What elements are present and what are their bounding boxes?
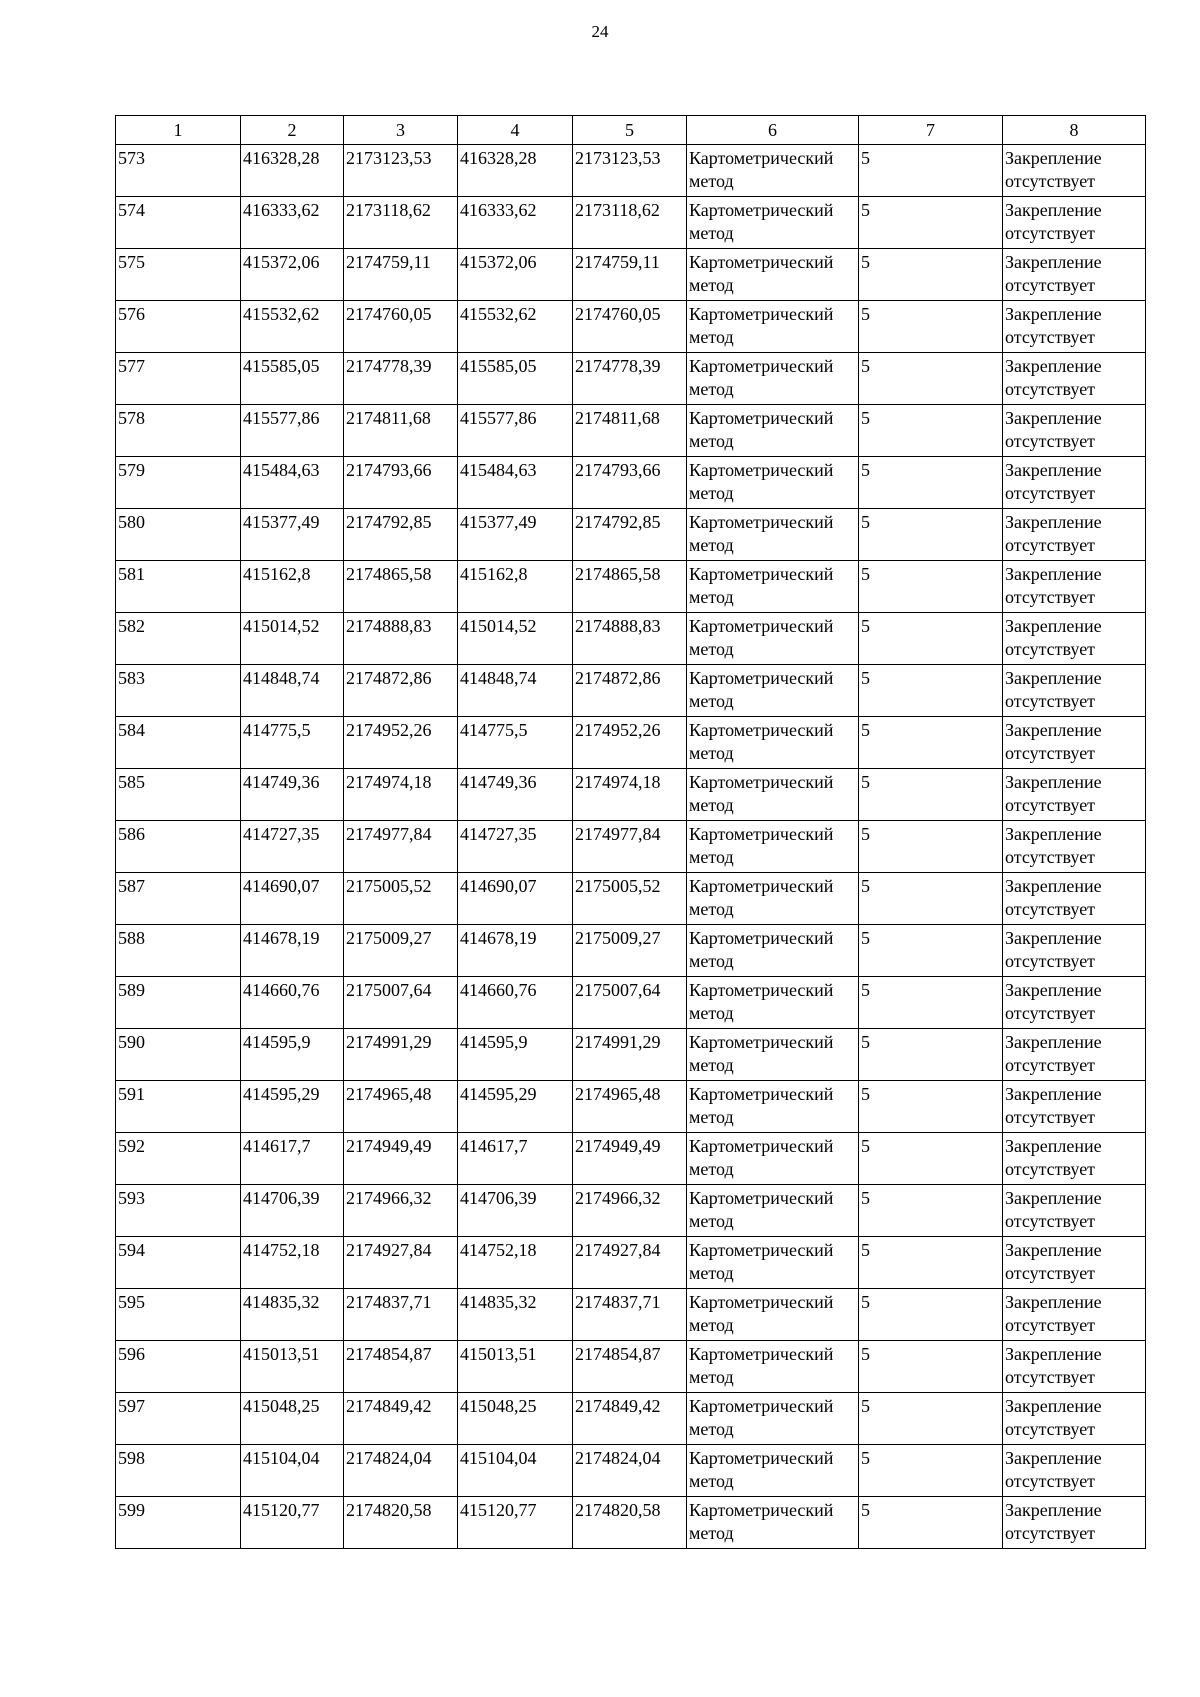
point-number-cell: 594 [116, 1237, 241, 1289]
x-new-cell: 415013,51 [458, 1341, 573, 1393]
fixing-description-cell: Закрепление отсутствует [1003, 717, 1146, 769]
y-new-cell: 2174888,83 [573, 613, 687, 665]
accuracy-cell: 5 [859, 665, 1003, 717]
x-new-cell: 415577,86 [458, 405, 573, 457]
y-old-cell: 2174966,32 [344, 1185, 458, 1237]
y-new-cell: 2174849,42 [573, 1393, 687, 1445]
table-row [116, 1185, 1146, 1237]
y-old-cell: 2174854,87 [344, 1341, 458, 1393]
y-old-cell: 2174872,86 [344, 665, 458, 717]
accuracy-cell: 5 [859, 717, 1003, 769]
accuracy-cell: 5 [859, 873, 1003, 925]
method-cell: Картометрический метод [687, 561, 859, 613]
table-row [116, 1133, 1146, 1185]
y-old-cell: 2174927,84 [344, 1237, 458, 1289]
y-new-cell: 2174854,87 [573, 1341, 687, 1393]
table-row [116, 457, 1146, 509]
x-old-cell: 414749,36 [241, 769, 344, 821]
y-old-cell: 2174778,39 [344, 353, 458, 405]
x-new-cell: 415377,49 [458, 509, 573, 561]
y-old-cell: 2174837,71 [344, 1289, 458, 1341]
method-cell: Картометрический метод [687, 977, 859, 1029]
fixing-description-cell: Закрепление отсутствует [1003, 145, 1146, 197]
fixing-description-cell: Закрепление отсутствует [1003, 821, 1146, 873]
table-row [116, 249, 1146, 301]
fixing-description-cell: Закрепление отсутствует [1003, 457, 1146, 509]
point-number-cell: 595 [116, 1289, 241, 1341]
method-cell: Картометрический метод [687, 405, 859, 457]
y-new-cell: 2174974,18 [573, 769, 687, 821]
accuracy-cell: 5 [859, 1341, 1003, 1393]
y-old-cell: 2173123,53 [344, 145, 458, 197]
fixing-description-cell: Закрепление отсутствует [1003, 1029, 1146, 1081]
x-old-cell: 416328,28 [241, 145, 344, 197]
point-number-cell: 599 [116, 1497, 241, 1549]
x-new-cell: 415104,04 [458, 1445, 573, 1497]
x-new-cell: 415372,06 [458, 249, 573, 301]
x-old-cell: 414727,35 [241, 821, 344, 873]
x-new-cell: 414595,9 [458, 1029, 573, 1081]
method-cell: Картометрический метод [687, 873, 859, 925]
method-cell: Картометрический метод [687, 1081, 859, 1133]
point-number-cell: 579 [116, 457, 241, 509]
table-row [116, 873, 1146, 925]
page-number: 24 [591, 22, 609, 41]
table-row [116, 821, 1146, 873]
fixing-description-cell: Закрепление отсутствует [1003, 1497, 1146, 1549]
accuracy-cell: 5 [859, 1393, 1003, 1445]
y-old-cell: 2174793,66 [344, 457, 458, 509]
y-old-cell: 2174974,18 [344, 769, 458, 821]
point-number-cell: 581 [116, 561, 241, 613]
y-old-cell: 2174820,58 [344, 1497, 458, 1549]
x-new-cell: 414678,19 [458, 925, 573, 977]
x-old-cell: 415532,62 [241, 301, 344, 353]
y-old-cell: 2175009,27 [344, 925, 458, 977]
point-number-cell: 597 [116, 1393, 241, 1445]
point-number-cell: 589 [116, 977, 241, 1029]
x-old-cell: 415162,8 [241, 561, 344, 613]
point-number-cell: 573 [116, 145, 241, 197]
table-row [116, 613, 1146, 665]
y-new-cell: 2174837,71 [573, 1289, 687, 1341]
x-new-cell: 414749,36 [458, 769, 573, 821]
x-old-cell: 414775,5 [241, 717, 344, 769]
x-old-cell: 414848,74 [241, 665, 344, 717]
table-row [116, 197, 1146, 249]
y-old-cell: 2174949,49 [344, 1133, 458, 1185]
table-row [116, 925, 1146, 977]
column-header: 8 [1003, 116, 1146, 145]
fixing-description-cell: Закрепление отсутствует [1003, 977, 1146, 1029]
x-new-cell: 414775,5 [458, 717, 573, 769]
column-header: 4 [458, 116, 573, 145]
x-old-cell: 415484,63 [241, 457, 344, 509]
table-header-row [116, 116, 1146, 145]
method-cell: Картометрический метод [687, 1185, 859, 1237]
x-new-cell: 415120,77 [458, 1497, 573, 1549]
table-row [116, 1341, 1146, 1393]
accuracy-cell: 5 [859, 1237, 1003, 1289]
point-number-cell: 585 [116, 769, 241, 821]
point-number-cell: 574 [116, 197, 241, 249]
table-body [116, 145, 1146, 1549]
x-new-cell: 414835,32 [458, 1289, 573, 1341]
fixing-description-cell: Закрепление отсутствует [1003, 665, 1146, 717]
method-cell: Картометрический метод [687, 301, 859, 353]
x-old-cell: 414595,9 [241, 1029, 344, 1081]
y-old-cell: 2174824,04 [344, 1445, 458, 1497]
table-row [116, 769, 1146, 821]
column-header: 5 [573, 116, 687, 145]
table-row [116, 1393, 1146, 1445]
method-cell: Картометрический метод [687, 1133, 859, 1185]
y-old-cell: 2175007,64 [344, 977, 458, 1029]
y-new-cell: 2174778,39 [573, 353, 687, 405]
accuracy-cell: 5 [859, 1497, 1003, 1549]
fixing-description-cell: Закрепление отсутствует [1003, 1185, 1146, 1237]
method-cell: Картометрический метод [687, 197, 859, 249]
x-old-cell: 415372,06 [241, 249, 344, 301]
method-cell: Картометрический метод [687, 145, 859, 197]
y-new-cell: 2174824,04 [573, 1445, 687, 1497]
accuracy-cell: 5 [859, 1289, 1003, 1341]
x-new-cell: 415585,05 [458, 353, 573, 405]
fixing-description-cell: Закрепление отсутствует [1003, 509, 1146, 561]
method-cell: Картометрический метод [687, 353, 859, 405]
x-new-cell: 414660,76 [458, 977, 573, 1029]
y-old-cell: 2174760,05 [344, 301, 458, 353]
table-row [116, 977, 1146, 1029]
fixing-description-cell: Закрепление отсутствует [1003, 1393, 1146, 1445]
column-header: 6 [687, 116, 859, 145]
fixing-description-cell: Закрепление отсутствует [1003, 301, 1146, 353]
table-row [116, 561, 1146, 613]
method-cell: Картометрический метод [687, 717, 859, 769]
point-number-cell: 584 [116, 717, 241, 769]
x-new-cell: 415014,52 [458, 613, 573, 665]
x-new-cell: 414706,39 [458, 1185, 573, 1237]
accuracy-cell: 5 [859, 353, 1003, 405]
column-header: 3 [344, 116, 458, 145]
table-row [116, 1445, 1146, 1497]
point-number-cell: 586 [116, 821, 241, 873]
accuracy-cell: 5 [859, 977, 1003, 1029]
y-old-cell: 2173118,62 [344, 197, 458, 249]
point-number-cell: 592 [116, 1133, 241, 1185]
table-row [116, 1237, 1146, 1289]
table-row [116, 509, 1146, 561]
column-header: 1 [116, 116, 241, 145]
method-cell: Картометрический метод [687, 1029, 859, 1081]
y-new-cell: 2174949,49 [573, 1133, 687, 1185]
x-new-cell: 416333,62 [458, 197, 573, 249]
x-old-cell: 415377,49 [241, 509, 344, 561]
y-old-cell: 2175005,52 [344, 873, 458, 925]
accuracy-cell: 5 [859, 1081, 1003, 1133]
x-old-cell: 415048,25 [241, 1393, 344, 1445]
x-new-cell: 414595,29 [458, 1081, 573, 1133]
point-number-cell: 582 [116, 613, 241, 665]
fixing-description-cell: Закрепление отсутствует [1003, 873, 1146, 925]
coordinates-table [115, 115, 1146, 1549]
accuracy-cell: 5 [859, 561, 1003, 613]
y-new-cell: 2174865,58 [573, 561, 687, 613]
accuracy-cell: 5 [859, 197, 1003, 249]
accuracy-cell: 5 [859, 1029, 1003, 1081]
y-old-cell: 2174952,26 [344, 717, 458, 769]
x-old-cell: 414752,18 [241, 1237, 344, 1289]
x-old-cell: 416333,62 [241, 197, 344, 249]
x-new-cell: 414727,35 [458, 821, 573, 873]
y-new-cell: 2175007,64 [573, 977, 687, 1029]
y-old-cell: 2174811,68 [344, 405, 458, 457]
x-old-cell: 415120,77 [241, 1497, 344, 1549]
table-row [116, 717, 1146, 769]
column-header: 2 [241, 116, 344, 145]
x-old-cell: 415585,05 [241, 353, 344, 405]
point-number-cell: 587 [116, 873, 241, 925]
y-new-cell: 2174793,66 [573, 457, 687, 509]
x-old-cell: 414690,07 [241, 873, 344, 925]
method-cell: Картометрический метод [687, 1445, 859, 1497]
x-old-cell: 415104,04 [241, 1445, 344, 1497]
x-old-cell: 415577,86 [241, 405, 344, 457]
point-number-cell: 583 [116, 665, 241, 717]
table-row [116, 145, 1146, 197]
y-old-cell: 2174865,58 [344, 561, 458, 613]
table-row [116, 301, 1146, 353]
y-old-cell: 2174977,84 [344, 821, 458, 873]
fixing-description-cell: Закрепление отсутствует [1003, 249, 1146, 301]
y-old-cell: 2174792,85 [344, 509, 458, 561]
point-number-cell: 580 [116, 509, 241, 561]
y-new-cell: 2175005,52 [573, 873, 687, 925]
table-row [116, 1029, 1146, 1081]
y-new-cell: 2174991,29 [573, 1029, 687, 1081]
y-new-cell: 2174966,32 [573, 1185, 687, 1237]
method-cell: Картометрический метод [687, 249, 859, 301]
y-new-cell: 2174927,84 [573, 1237, 687, 1289]
table-row [116, 1289, 1146, 1341]
accuracy-cell: 5 [859, 1185, 1003, 1237]
x-new-cell: 414690,07 [458, 873, 573, 925]
fixing-description-cell: Закрепление отсутствует [1003, 1341, 1146, 1393]
method-cell: Картометрический метод [687, 1289, 859, 1341]
fixing-description-cell: Закрепление отсутствует [1003, 405, 1146, 457]
y-old-cell: 2174991,29 [344, 1029, 458, 1081]
accuracy-cell: 5 [859, 925, 1003, 977]
y-old-cell: 2174759,11 [344, 249, 458, 301]
y-new-cell: 2174872,86 [573, 665, 687, 717]
y-old-cell: 2174849,42 [344, 1393, 458, 1445]
method-cell: Картометрический метод [687, 665, 859, 717]
fixing-description-cell: Закрепление отсутствует [1003, 925, 1146, 977]
table-row [116, 353, 1146, 405]
accuracy-cell: 5 [859, 301, 1003, 353]
y-new-cell: 2174965,48 [573, 1081, 687, 1133]
y-new-cell: 2174952,26 [573, 717, 687, 769]
accuracy-cell: 5 [859, 405, 1003, 457]
y-old-cell: 2174888,83 [344, 613, 458, 665]
x-old-cell: 414595,29 [241, 1081, 344, 1133]
accuracy-cell: 5 [859, 1445, 1003, 1497]
fixing-description-cell: Закрепление отсутствует [1003, 353, 1146, 405]
y-new-cell: 2174759,11 [573, 249, 687, 301]
x-new-cell: 415162,8 [458, 561, 573, 613]
accuracy-cell: 5 [859, 249, 1003, 301]
fixing-description-cell: Закрепление отсутствует [1003, 1237, 1146, 1289]
point-number-cell: 591 [116, 1081, 241, 1133]
x-new-cell: 414752,18 [458, 1237, 573, 1289]
method-cell: Картометрический метод [687, 1341, 859, 1393]
column-header: 7 [859, 116, 1003, 145]
point-number-cell: 588 [116, 925, 241, 977]
point-number-cell: 596 [116, 1341, 241, 1393]
x-old-cell: 414706,39 [241, 1185, 344, 1237]
point-number-cell: 598 [116, 1445, 241, 1497]
x-old-cell: 414617,7 [241, 1133, 344, 1185]
y-new-cell: 2175009,27 [573, 925, 687, 977]
method-cell: Картометрический метод [687, 821, 859, 873]
y-new-cell: 2174792,85 [573, 509, 687, 561]
x-old-cell: 414660,76 [241, 977, 344, 1029]
point-number-cell: 578 [116, 405, 241, 457]
x-new-cell: 414848,74 [458, 665, 573, 717]
method-cell: Картометрический метод [687, 1497, 859, 1549]
method-cell: Картометрический метод [687, 509, 859, 561]
table-row [116, 665, 1146, 717]
y-new-cell: 2173118,62 [573, 197, 687, 249]
method-cell: Картометрический метод [687, 925, 859, 977]
x-old-cell: 415013,51 [241, 1341, 344, 1393]
fixing-description-cell: Закрепление отсутствует [1003, 613, 1146, 665]
fixing-description-cell: Закрепление отсутствует [1003, 197, 1146, 249]
accuracy-cell: 5 [859, 613, 1003, 665]
x-new-cell: 416328,28 [458, 145, 573, 197]
accuracy-cell: 5 [859, 457, 1003, 509]
method-cell: Картометрический метод [687, 613, 859, 665]
accuracy-cell: 5 [859, 145, 1003, 197]
fixing-description-cell: Закрепление отсутствует [1003, 561, 1146, 613]
table-row [116, 1081, 1146, 1133]
accuracy-cell: 5 [859, 769, 1003, 821]
method-cell: Картометрический метод [687, 457, 859, 509]
fixing-description-cell: Закрепление отсутствует [1003, 1081, 1146, 1133]
y-new-cell: 2174820,58 [573, 1497, 687, 1549]
accuracy-cell: 5 [859, 821, 1003, 873]
table-row [116, 405, 1146, 457]
x-old-cell: 415014,52 [241, 613, 344, 665]
method-cell: Картометрический метод [687, 1393, 859, 1445]
point-number-cell: 593 [116, 1185, 241, 1237]
x-new-cell: 414617,7 [458, 1133, 573, 1185]
y-new-cell: 2174977,84 [573, 821, 687, 873]
y-old-cell: 2174965,48 [344, 1081, 458, 1133]
method-cell: Картометрический метод [687, 1237, 859, 1289]
fixing-description-cell: Закрепление отсутствует [1003, 769, 1146, 821]
x-old-cell: 414678,19 [241, 925, 344, 977]
fixing-description-cell: Закрепление отсутствует [1003, 1289, 1146, 1341]
method-cell: Картометрический метод [687, 769, 859, 821]
point-number-cell: 575 [116, 249, 241, 301]
accuracy-cell: 5 [859, 1133, 1003, 1185]
accuracy-cell: 5 [859, 509, 1003, 561]
x-new-cell: 415048,25 [458, 1393, 573, 1445]
point-number-cell: 577 [116, 353, 241, 405]
point-number-cell: 590 [116, 1029, 241, 1081]
point-number-cell: 576 [116, 301, 241, 353]
table-row [116, 1497, 1146, 1549]
y-new-cell: 2173123,53 [573, 145, 687, 197]
y-new-cell: 2174760,05 [573, 301, 687, 353]
x-old-cell: 414835,32 [241, 1289, 344, 1341]
x-new-cell: 415484,63 [458, 457, 573, 509]
y-new-cell: 2174811,68 [573, 405, 687, 457]
x-new-cell: 415532,62 [458, 301, 573, 353]
fixing-description-cell: Закрепление отсутствует [1003, 1133, 1146, 1185]
fixing-description-cell: Закрепление отсутствует [1003, 1445, 1146, 1497]
